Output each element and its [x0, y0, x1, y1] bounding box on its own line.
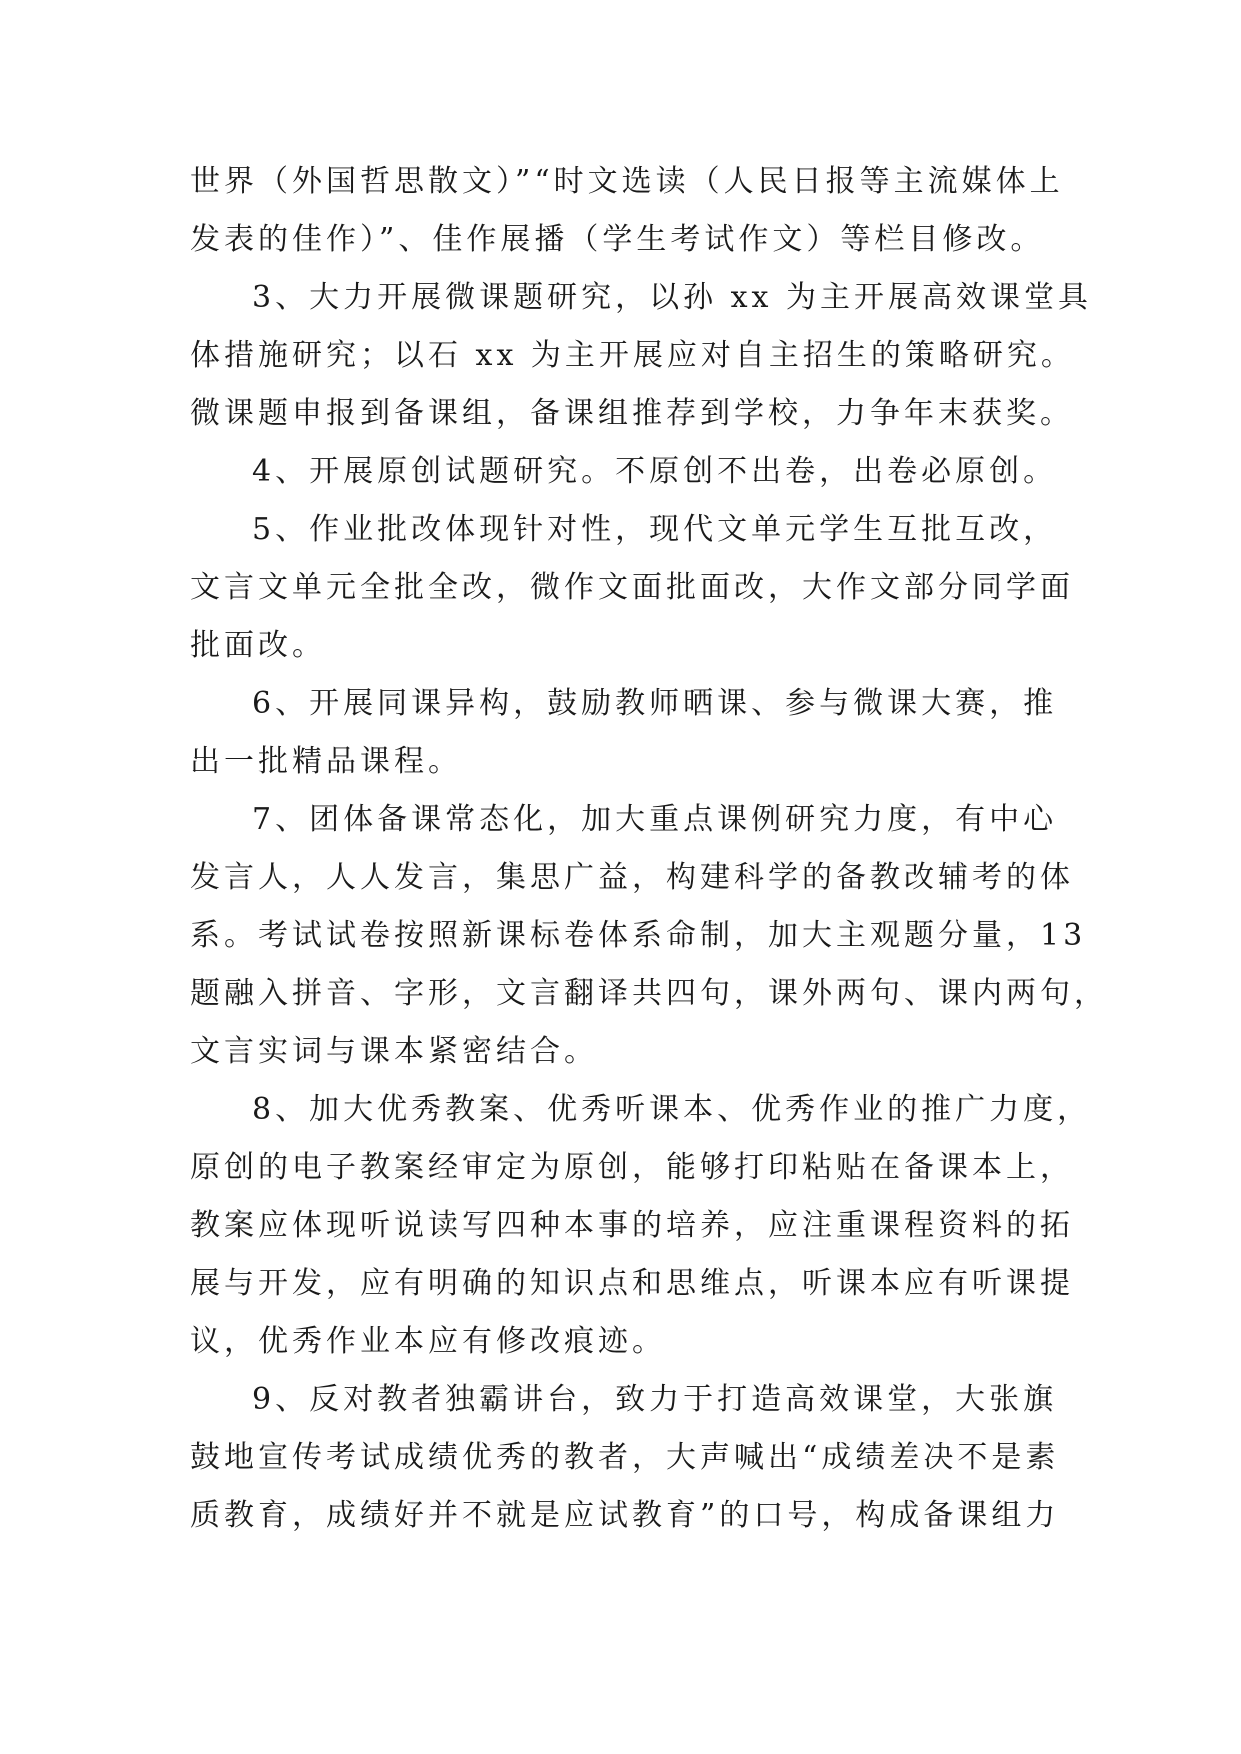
- text-line: 展与开发，应有明确的知识点和思维点，听课本应有听课提: [190, 1266, 1074, 1301]
- text-line: 体措施研究；以石 xx 为主开展应对自主招生的策略研究。: [190, 338, 1075, 373]
- text-line: 9、反对教者独霸讲台，致力于打造高效课堂，大张旗: [252, 1382, 1058, 1417]
- document-body-text: [190, 153, 1108, 1545]
- text-line: 5、作业批改体现针对性，现代文单元学生互批互改，: [252, 512, 1058, 547]
- text-line: 世界（外国哲思散文）”“时文选读（人民日报等主流媒体上: [190, 164, 1064, 199]
- text-line: 文言文单元全批全改，微作文面批面改，大作文部分同学面: [190, 570, 1074, 605]
- paragraph: [190, 675, 1070, 791]
- paragraph: [190, 1371, 1070, 1545]
- paragraph: [190, 443, 1070, 501]
- text-line: 文言实词与课本紧密结合。: [190, 1034, 598, 1069]
- paragraph: [190, 269, 1092, 443]
- text-line: 6、开展同课异构，鼓励教师晒课、参与微课大赛，推: [252, 686, 1058, 721]
- text-line: 鼓地宣传考试成绩优秀的教者，大声喊出“成绩差决不是素: [190, 1440, 1060, 1475]
- paragraph: [190, 153, 1070, 269]
- paragraph: [190, 501, 1074, 675]
- text-line: 系。考试试卷按照新课标卷体系命制，加大主观题分量，13: [190, 918, 1087, 953]
- text-line: 微课题申报到备课组，备课组推荐到学校，力争年末获奖。: [190, 396, 1074, 431]
- text-line: 出一批精品课程。: [190, 744, 462, 779]
- text-line: 发言人，人人发言，集思广益，构建科学的备教改辅考的体: [190, 860, 1074, 895]
- text-line: 议，优秀作业本应有修改痕迹。: [190, 1324, 666, 1359]
- text-line: 批面改。: [190, 628, 326, 663]
- paragraph: [190, 1081, 1092, 1371]
- text-line: 3、大力开展微课题研究，以孙 xx 为主开展高效课堂具: [252, 280, 1092, 315]
- text-line: 发表的佳作）”、佳作展播（学生考试作文）等栏目修改。: [190, 222, 1045, 257]
- text-line: 教案应体现听说读写四种本事的培养，应注重课程资料的拓: [190, 1208, 1074, 1243]
- text-line: 7、团体备课常态化，加大重点课例研究力度，有中心: [252, 802, 1058, 837]
- text-line: 原创的电子教案经审定为原创，能够打印粘贴在备课本上，: [190, 1150, 1074, 1185]
- paragraph: [190, 791, 1108, 1081]
- text-line: 题融入拼音、字形，文言翻译共四句，课外两句、课内两句，: [190, 976, 1108, 1011]
- text-line: 4、开展原创试题研究。不原创不出卷，出卷必原创。: [252, 454, 1058, 489]
- text-line: 质教育，成绩好并不就是应试教育”的口号，构成备课组力: [190, 1498, 1060, 1533]
- text-line: 8、加大优秀教案、优秀听课本、优秀作业的推广力度，: [252, 1092, 1092, 1127]
